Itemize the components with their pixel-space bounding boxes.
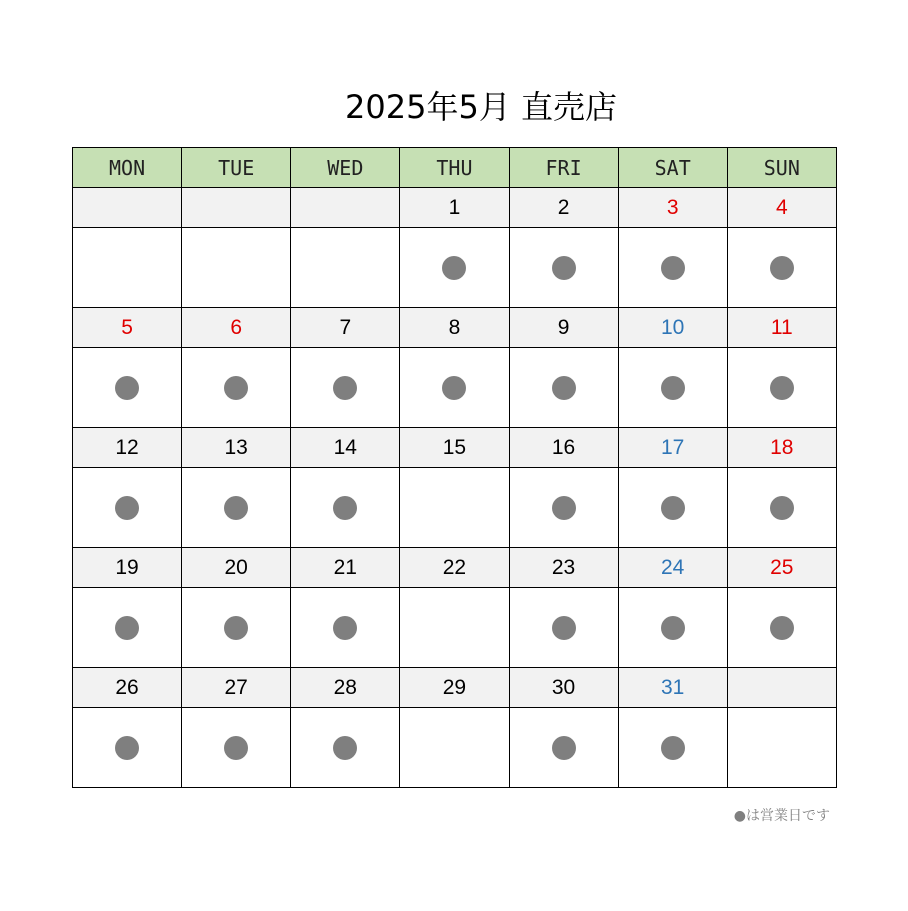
date-cell: 26 xyxy=(73,668,182,708)
day-status-cell xyxy=(509,348,618,428)
day-status-cell xyxy=(73,468,182,548)
weekday-mon: MON xyxy=(73,148,182,188)
day-status-cell xyxy=(182,588,291,668)
date-cell: 6 xyxy=(182,308,291,348)
day-status-cell xyxy=(727,588,836,668)
date-cell: 15 xyxy=(400,428,509,468)
day-status-cell xyxy=(182,228,291,308)
date-row xyxy=(73,548,837,588)
day-status-cell xyxy=(291,228,400,308)
open-day-dot-icon xyxy=(552,736,576,760)
open-day-dot-icon xyxy=(552,376,576,400)
status-row xyxy=(73,468,837,548)
open-day-dot-icon xyxy=(333,616,357,640)
day-status-cell xyxy=(509,228,618,308)
day-status-cell xyxy=(182,348,291,428)
status-row xyxy=(73,228,837,308)
date-cell: 18 xyxy=(727,428,836,468)
weekday-header-row xyxy=(73,148,837,188)
day-status-cell xyxy=(400,588,509,668)
open-day-dot-icon xyxy=(333,736,357,760)
date-cell: 31 xyxy=(618,668,727,708)
date-row xyxy=(73,428,837,468)
day-status-cell xyxy=(291,588,400,668)
day-status-cell xyxy=(73,708,182,788)
date-row xyxy=(73,188,837,228)
day-status-cell xyxy=(73,228,182,308)
open-day-dot-icon xyxy=(442,256,466,280)
open-day-dot-icon xyxy=(770,376,794,400)
date-cell: 12 xyxy=(73,428,182,468)
day-status-cell xyxy=(291,708,400,788)
date-cell: 2 xyxy=(509,188,618,228)
date-cell: 11 xyxy=(727,308,836,348)
day-status-cell xyxy=(618,708,727,788)
day-status-cell xyxy=(291,468,400,548)
day-status-cell xyxy=(727,468,836,548)
open-day-dot-icon xyxy=(115,496,139,520)
weekday-wed: WED xyxy=(291,148,400,188)
date-cell xyxy=(73,188,182,228)
day-status-cell xyxy=(509,588,618,668)
open-day-dot-icon xyxy=(770,256,794,280)
day-status-cell xyxy=(727,228,836,308)
open-day-dot-icon xyxy=(552,616,576,640)
date-cell xyxy=(291,188,400,228)
date-cell: 1 xyxy=(400,188,509,228)
date-cell: 30 xyxy=(509,668,618,708)
open-day-dot-icon xyxy=(442,376,466,400)
open-day-dot-icon xyxy=(770,496,794,520)
weekday-sat: SAT xyxy=(618,148,727,188)
date-cell: 4 xyxy=(727,188,836,228)
date-cell: 17 xyxy=(618,428,727,468)
date-cell: 16 xyxy=(509,428,618,468)
date-cell: 7 xyxy=(291,308,400,348)
day-status-cell xyxy=(400,708,509,788)
open-day-dot-icon xyxy=(661,496,685,520)
weekday-thu: THU xyxy=(400,148,509,188)
day-status-cell xyxy=(509,468,618,548)
open-day-dot-icon xyxy=(552,256,576,280)
date-cell: 28 xyxy=(291,668,400,708)
date-cell: 23 xyxy=(509,548,618,588)
date-cell: 3 xyxy=(618,188,727,228)
open-day-dot-icon xyxy=(224,376,248,400)
day-status-cell xyxy=(182,468,291,548)
date-cell: 8 xyxy=(400,308,509,348)
date-cell: 29 xyxy=(400,668,509,708)
day-status-cell xyxy=(618,228,727,308)
day-status-cell xyxy=(400,468,509,548)
open-day-dot-icon xyxy=(115,376,139,400)
status-row xyxy=(73,588,837,668)
day-status-cell xyxy=(73,348,182,428)
date-cell: 10 xyxy=(618,308,727,348)
open-day-dot-icon xyxy=(552,496,576,520)
open-day-dot-icon xyxy=(224,616,248,640)
day-status-cell xyxy=(727,708,836,788)
open-day-dot-icon xyxy=(770,616,794,640)
day-status-cell xyxy=(618,348,727,428)
day-status-cell xyxy=(73,588,182,668)
date-cell: 19 xyxy=(73,548,182,588)
date-cell: 27 xyxy=(182,668,291,708)
open-day-dot-icon xyxy=(115,616,139,640)
weekday-fri: FRI xyxy=(509,148,618,188)
open-day-dot-icon xyxy=(333,376,357,400)
date-cell: 25 xyxy=(727,548,836,588)
legend-note: ●は営業日です xyxy=(733,808,830,824)
open-day-dot-icon xyxy=(661,736,685,760)
day-status-cell xyxy=(291,348,400,428)
day-status-cell xyxy=(618,468,727,548)
open-day-dot-icon xyxy=(661,256,685,280)
day-status-cell xyxy=(182,708,291,788)
date-cell: 21 xyxy=(291,548,400,588)
calendar-title: 2025年5月 直売店 xyxy=(345,88,617,126)
date-cell: 13 xyxy=(182,428,291,468)
open-day-dot-icon xyxy=(661,376,685,400)
date-cell: 5 xyxy=(73,308,182,348)
day-status-cell xyxy=(400,228,509,308)
date-cell xyxy=(727,668,836,708)
open-day-dot-icon xyxy=(333,496,357,520)
date-cell xyxy=(182,188,291,228)
day-status-cell xyxy=(509,708,618,788)
date-cell: 14 xyxy=(291,428,400,468)
day-status-cell xyxy=(400,348,509,428)
day-status-cell xyxy=(727,348,836,428)
open-day-dot-icon xyxy=(224,736,248,760)
date-row xyxy=(73,668,837,708)
status-row xyxy=(73,708,837,788)
day-status-cell xyxy=(618,588,727,668)
weekday-tue: TUE xyxy=(182,148,291,188)
weekday-sun: SUN xyxy=(727,148,836,188)
calendar-grid xyxy=(72,147,837,788)
open-day-dot-icon xyxy=(115,736,139,760)
date-cell: 9 xyxy=(509,308,618,348)
status-row xyxy=(73,348,837,428)
date-row xyxy=(73,308,837,348)
date-cell: 22 xyxy=(400,548,509,588)
open-day-dot-icon xyxy=(661,616,685,640)
date-cell: 24 xyxy=(618,548,727,588)
date-cell: 20 xyxy=(182,548,291,588)
open-day-dot-icon xyxy=(224,496,248,520)
